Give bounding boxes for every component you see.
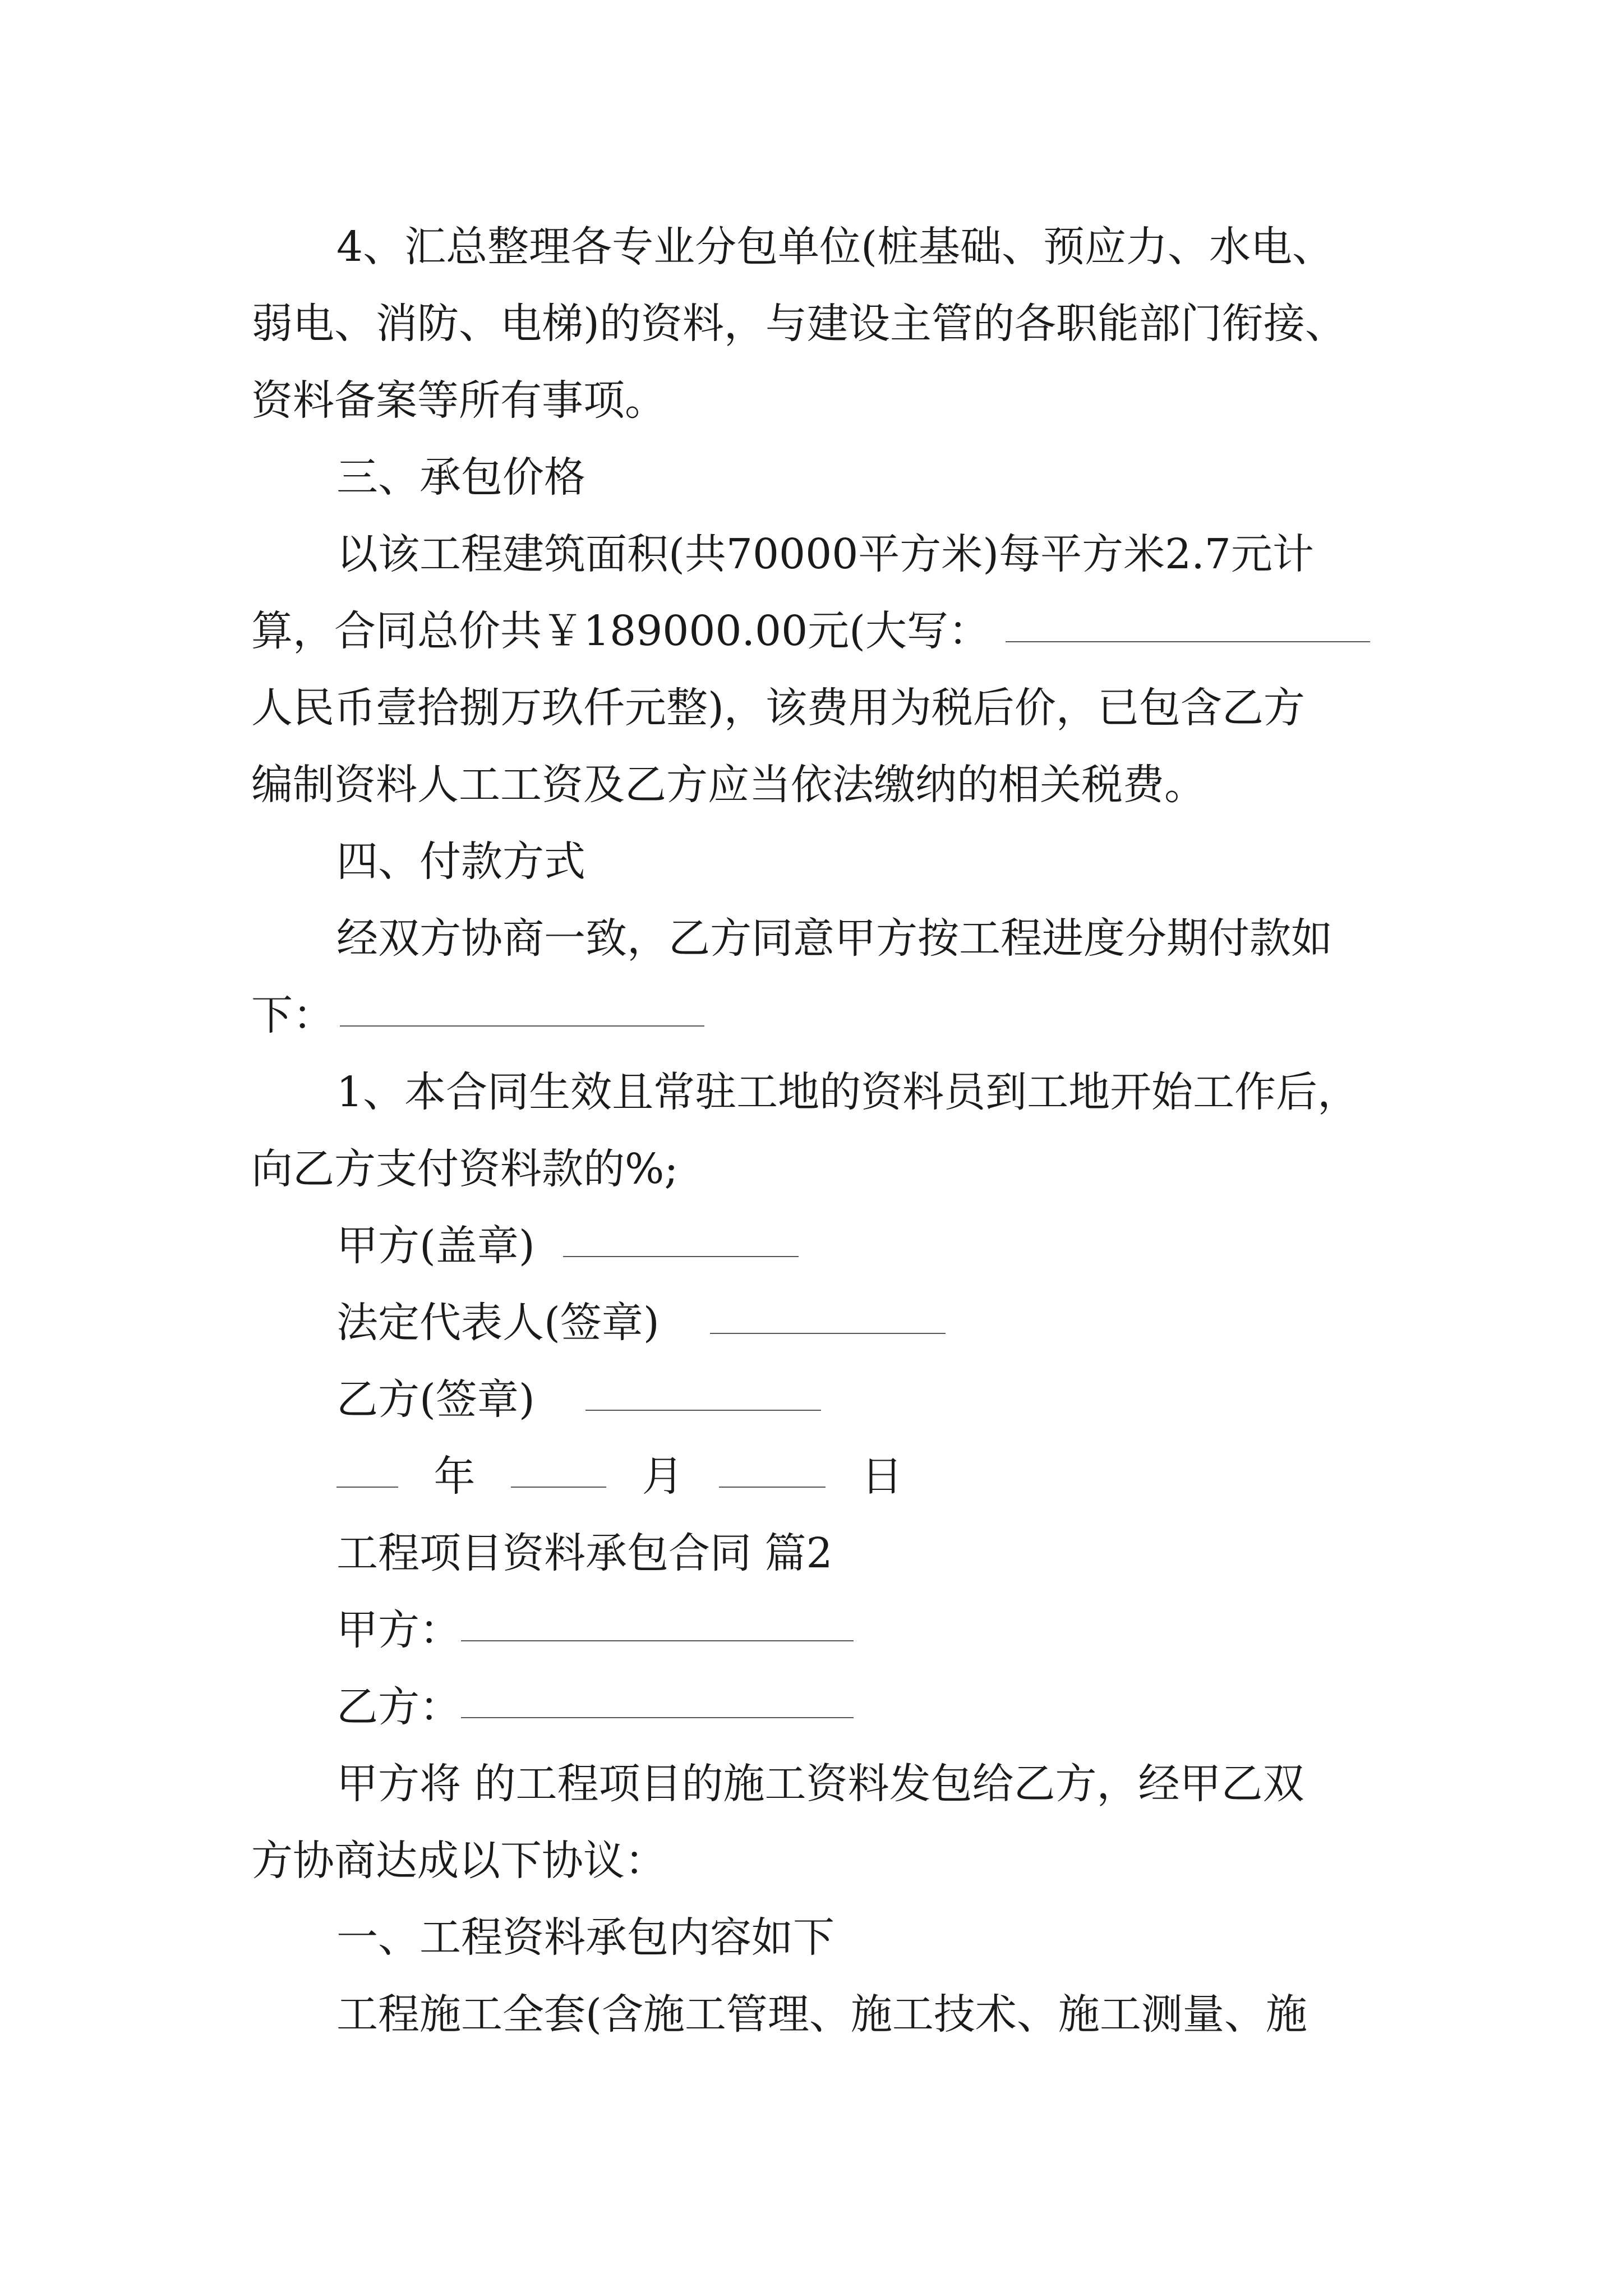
contract-title: 工程项目资料承包合同 篇2 [336, 1529, 833, 1577]
party-b-label: 乙方： [336, 1683, 461, 1731]
paragraph-line: 资料备案等所有事项。 [251, 376, 666, 425]
day-blank [719, 1438, 826, 1488]
paragraph-line: 经双方协商一致，乙方同意甲方按工程进度分期付款如 [336, 914, 1332, 963]
party-b-sign-blank [585, 1361, 821, 1411]
party-a-blank [461, 1592, 854, 1641]
paragraph-line: 弱电、消防、电梯)的资料，与建设主管的各职能部门衔接、 [251, 300, 1347, 348]
party-a-row [251, 1592, 1395, 1669]
party-a-label: 甲方： [336, 1606, 461, 1654]
paragraph-line: 编制资料人工工资及乙方应当依法缴纳的相关税费。 [251, 761, 1206, 809]
party-a-seal-row [251, 1208, 1395, 1285]
paragraph-line [251, 977, 1395, 1054]
day-label: 日 [861, 1452, 903, 1501]
amount-in-words-blank [1006, 593, 1370, 642]
section-heading: 三、承包价格 [336, 453, 585, 501]
party-b-row [251, 1669, 1395, 1746]
paragraph-line: 甲方将 的工程项目的施工资料发包给乙方，经甲乙双 [336, 1760, 1304, 1808]
paragraph-line: 1、本合同生效且常驻工地的资料员到工地开始工作后， [336, 1068, 1359, 1116]
paragraph-line [251, 593, 1395, 670]
legal-rep-row [251, 1285, 1395, 1361]
paragraph-line: 4、汇总整理各专业分包单位(桩基础、预应力、水电、 [336, 223, 1334, 271]
payment-label: 下： [251, 991, 334, 1039]
paragraph-line: 以该工程建筑面积(共70000平方米)每平方米2.7元计 [336, 530, 1314, 578]
section-heading: 四、付款方式 [336, 838, 585, 886]
paragraph-line: 方协商达成以下协议： [251, 1837, 666, 1885]
legal-rep-label: 法定代表人(签章) [336, 1299, 660, 1347]
month-blank [511, 1438, 606, 1488]
date-row [251, 1438, 1395, 1515]
paragraph-line: 人民币壹拾捌万玖仟元整)，该费用为税后价，已包含乙方 [251, 684, 1305, 732]
month-label: 月 [642, 1452, 684, 1501]
party-b-blank [461, 1669, 854, 1718]
document-page [251, 209, 1395, 2053]
year-blank [336, 1438, 398, 1488]
party-b-sign-row [251, 1361, 1395, 1438]
price-text: 算，合同总价共￥189000.00元(大写： [251, 607, 990, 655]
party-b-sign-label: 乙方(签章) [336, 1375, 535, 1424]
party-a-seal-label: 甲方(盖章) [336, 1222, 535, 1270]
paragraph-line: 工程施工全套(含施工管理、施工技术、施工测量、施 [336, 1990, 1307, 2039]
party-a-seal-blank [563, 1208, 799, 1257]
paragraph-line: 向乙方支付资料款的%; [251, 1145, 679, 1193]
legal-rep-blank [710, 1285, 946, 1334]
section-heading: 一、工程资料承包内容如下 [336, 1913, 834, 1962]
payment-blank [340, 977, 704, 1027]
year-label: 年 [434, 1452, 476, 1501]
